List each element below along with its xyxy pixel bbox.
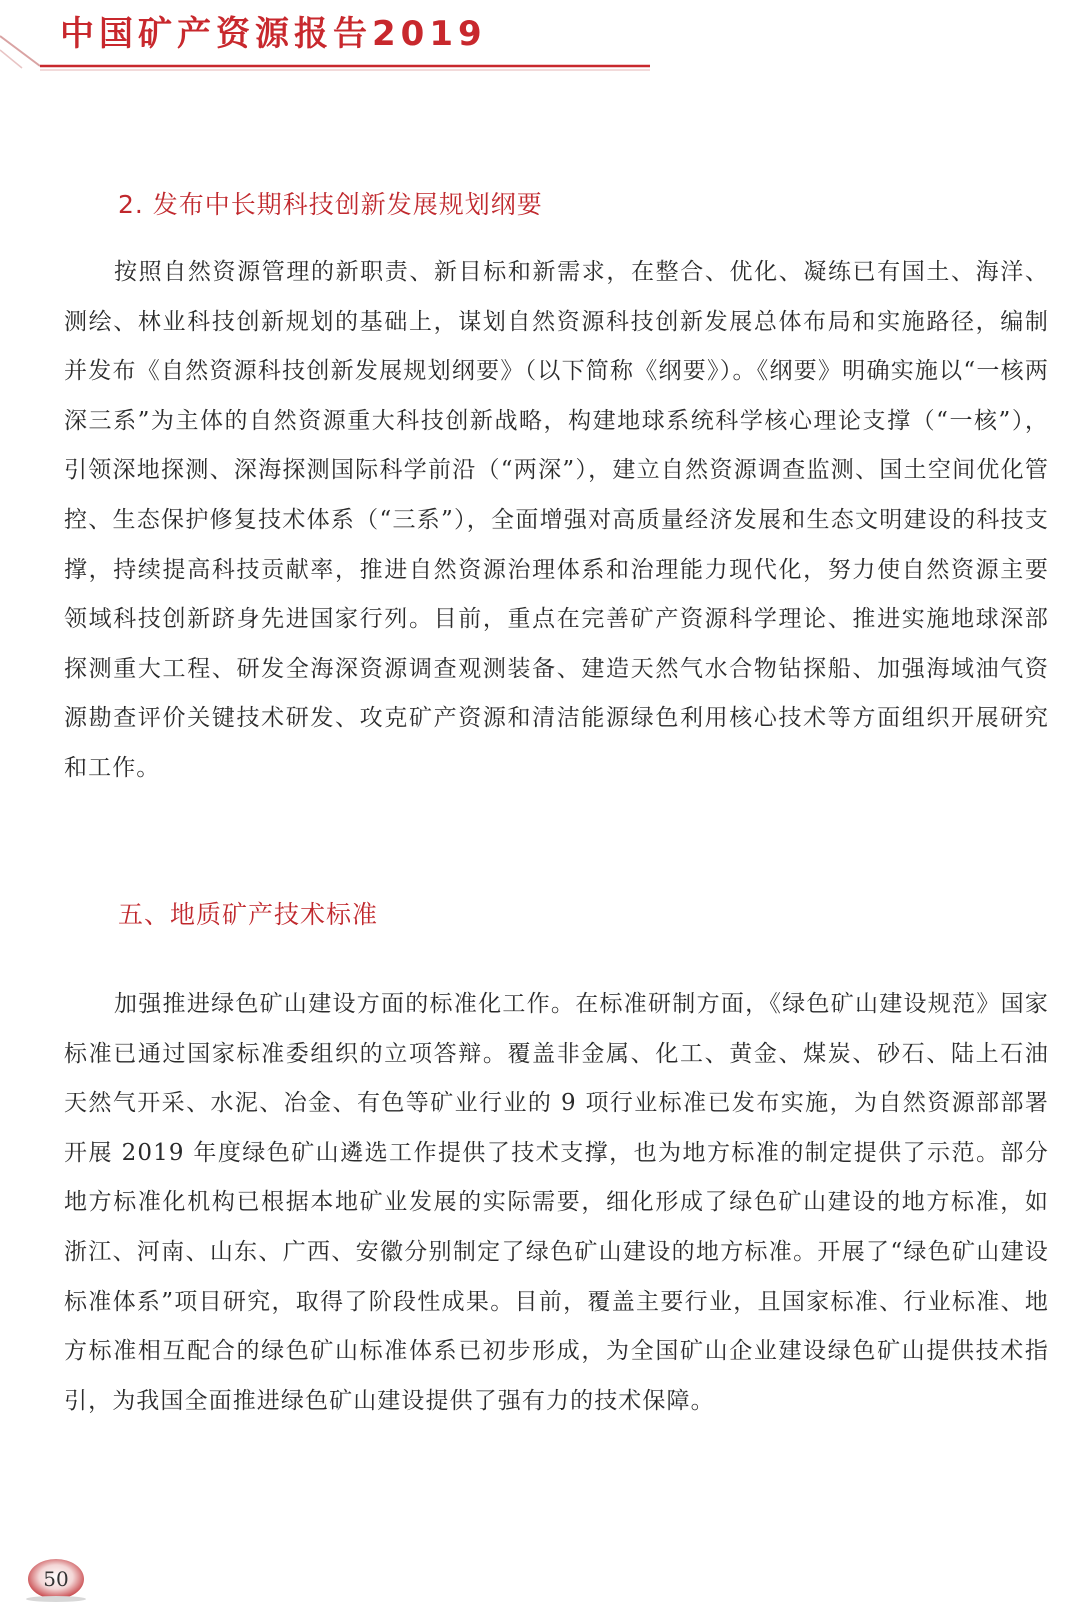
- section-heading-innovation-plan: 2. 发布中长期科技创新发展规划纲要: [118, 190, 543, 219]
- section-heading-technical-standards: 五、地质矿产技术标准: [118, 900, 379, 929]
- page-number: 50: [43, 1567, 69, 1591]
- page-header: [0, 0, 1080, 80]
- paragraph-technical-standards: 加强推进绿色矿山建设方面的标准化工作。在标准研制方面，《绿色矿山建设规范》国家标准已通过国家标准委组织的立项答辩。覆盖非金属、化工、黄金、煤炭、砂石、陆上石油天然气开采、水泥、冶金、有色等矿业行业的 9 项行业标准已发布实施，为自然资源部部署开展 2019 年度绿色矿山遴选工作提供了技术支撑，也为地方标准的制定提供了示范。部分地方标准化机构已根据本地矿业发展的实际需要，细化形成了绿色矿山建设的地方标准，如浙江、河南、山东、广西、安徽分别制定了绿色矿山建设的地方标准。开展了“绿色矿山建设标准体系”项目研究，取得了阶段性成果。目前，覆盖主要行业，且国家标准、行业标准、地方标准相互配合的绿色矿山标准体系已初步形成，为全国矿山企业建设绿色矿山提供技术指引，为我国全面推进绿色矿山建设提供了强有力的技术保障。: [64, 991, 1049, 1414]
- paragraph-innovation-plan: 按照自然资源管理的新职责、新目标和新需求，在整合、优化、凝练已有国土、海洋、测绘、林业科技创新规划的基础上，谋划自然资源科技创新发展总体布局和实施路径，编制并发布《自然资源科技创新发展规划纲要》（以下简称《纲要》）。《纲要》明确实施以“一核两深三系”为主体的自然资源重大科技创新战略，构建地球系统科学核心理论支撑（“一核”），引领深地探测、深海探测国际科学前沿（“两深”），建立自然资源调查监测、国土空间优化管控、生态保护修复技术体系（“三系”），全面增强对高质量经济发展和生态文明建设的科技支撑，持续提高科技贡献率，推进自然资源治理体系和治理能力现代化，努力使自然资源主要领域科技创新跻身先进国家行列。目前，重点在完善矿产资源科学理论、推进实施地球深部探测重大工程、研发全海深资源调查观测装备、建造天然气水合物钻探船、加强海域油气资源勘查评价关键技术研发、攻克矿产资源和清洁能源绿色利用核心技术等方面组织开展研究和工作。: [64, 259, 1049, 781]
- report-title: 中国矿产资源报告2019: [60, 14, 487, 54]
